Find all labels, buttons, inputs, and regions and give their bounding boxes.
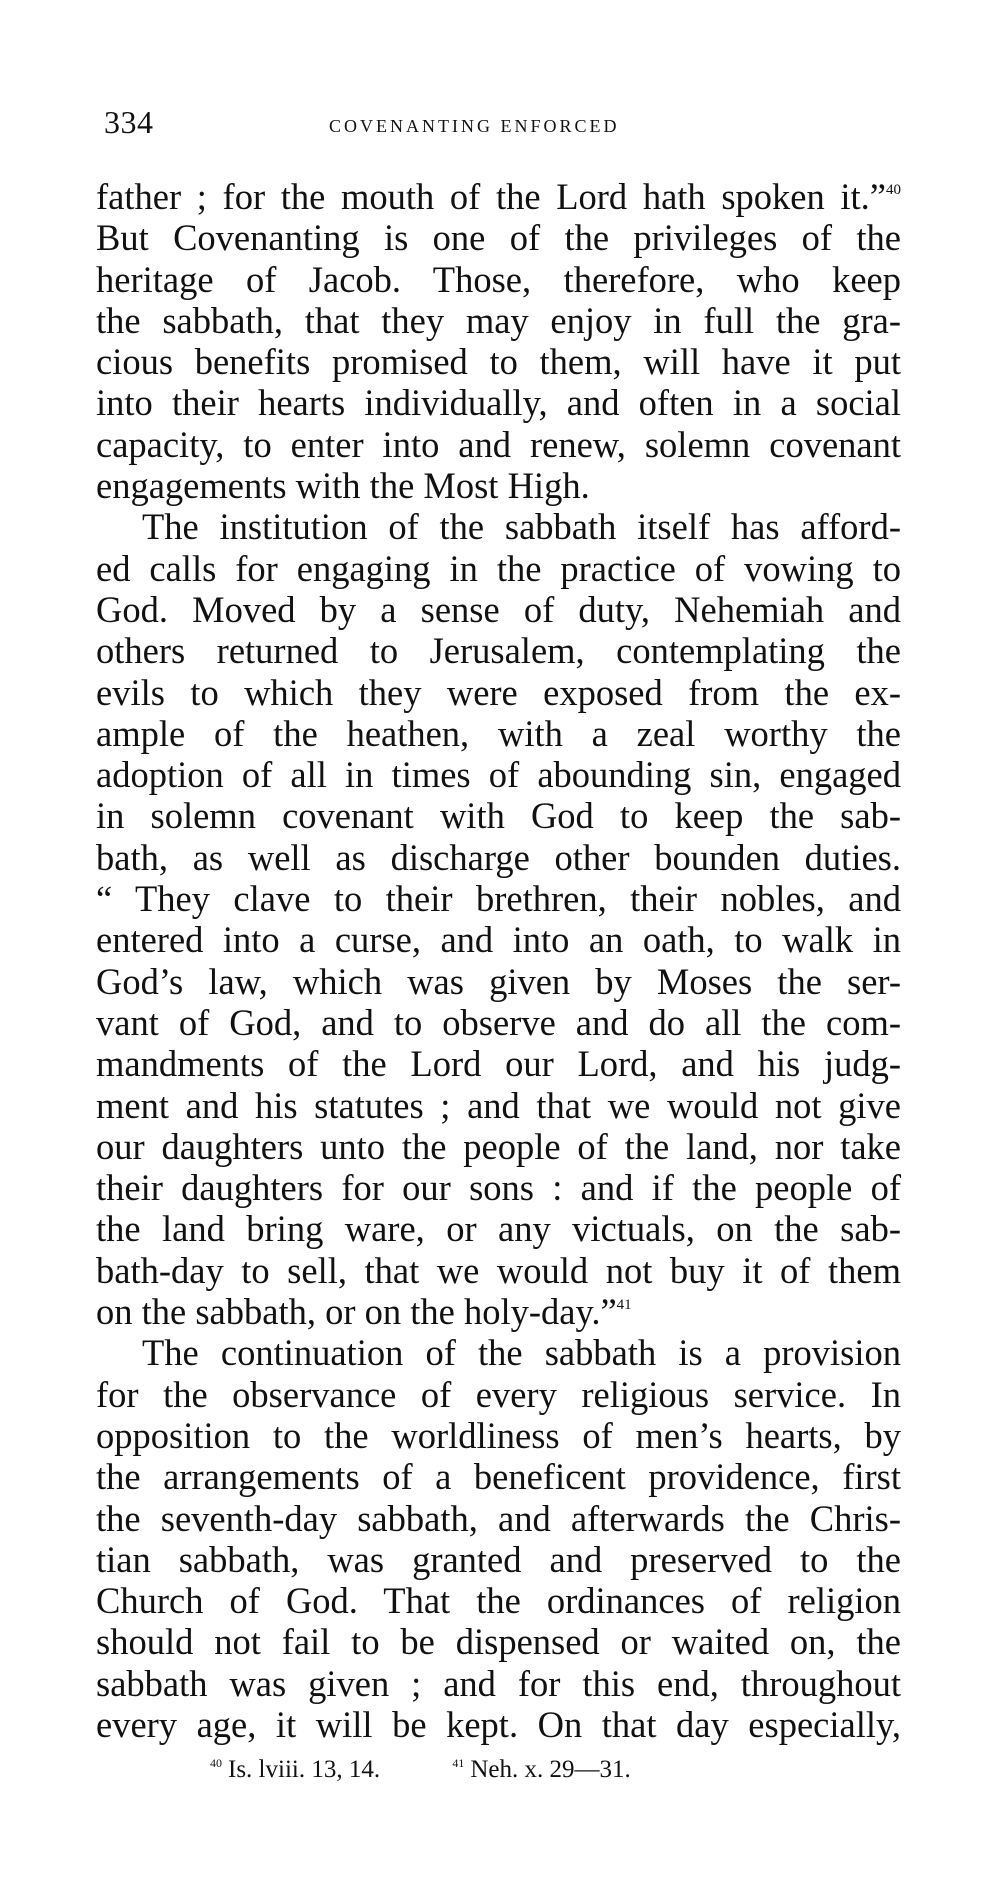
footnote-mark: 41	[452, 1756, 465, 1770]
text-line: But Covenanting is one of the privileges of the	[96, 217, 901, 259]
footnote	[210, 1756, 380, 1784]
text-line: God. Moved by a sense of duty, Nehemiah and	[96, 588, 901, 630]
footnotes	[210, 1756, 830, 1784]
running-title: COVENANTING ENFORCED	[329, 116, 620, 136]
text-line: engagements with the Most High.	[96, 465, 590, 507]
text-line: adoption of all in times of abounding sin, engaged	[96, 754, 901, 796]
footnote-text: Neh. x. 29—31.	[470, 1756, 631, 1783]
text-line: The institution of the sabbath itself has afford-	[142, 506, 901, 548]
text-line: bath, as well as discharge other bounden duties.	[96, 836, 901, 878]
footnote-ref: 41	[616, 1297, 632, 1314]
footnote-mark: 40	[210, 1756, 222, 1770]
text-line: cious benefits promised to them, will have it put	[96, 341, 901, 383]
text-line: the land bring ware, or any victuals, on the sab-	[96, 1208, 901, 1250]
footnote	[452, 1756, 630, 1784]
text-line: in solemn covenant with God to keep the sab-	[96, 795, 901, 837]
text-line: the seventh-day sabbath, and afterwards the Chris-	[96, 1497, 901, 1539]
text-line: the arrangements of a beneficent providence, first	[96, 1456, 901, 1498]
text-line: father ; for the mouth of the Lord hath spoken it.”$^{40}$	[96, 176, 901, 217]
running-head	[104, 104, 904, 148]
text-line: their daughters for our sons : and if the people of	[96, 1167, 901, 1209]
text-line: evils to which they were exposed from the ex-	[96, 671, 901, 713]
text-line: should not fail to be dispensed or waited on, the	[96, 1621, 901, 1663]
text-line: ed calls for engaging in the practice of vowing to	[96, 547, 901, 589]
text-line: Church of God. That the ordinances of religion	[96, 1580, 901, 1622]
text-line: mandments of the Lord our Lord, and his judg-	[96, 1043, 901, 1085]
body-text	[96, 176, 901, 1745]
text-line: into their hearts individually, and often in a social	[96, 382, 901, 424]
text-line: opposition to the worldliness of men’s hearts, by	[96, 1414, 901, 1456]
text-line: on the sabbath, or on the holy-day.”$^{41}$	[96, 1291, 632, 1333]
text-line: vant of God, and to observe and do all the com-	[96, 1001, 901, 1043]
text-line: the sabbath, that they may enjoy in full the gra-	[96, 299, 901, 341]
text-line: “ They clave to their brethren, their nobles, and	[96, 878, 901, 920]
text-line: bath-day to sell, that we would not buy it of them	[96, 1249, 901, 1291]
text-line: others returned to Jerusalem, contemplating the	[96, 630, 901, 672]
text-line: every age, it will be kept. On that day especially,	[96, 1703, 901, 1745]
text-line: entered into a curse, and into an oath, to walk in	[96, 919, 901, 961]
text-line: sabbath was given ; and for this end, throughout	[96, 1662, 901, 1704]
footnote-text: Is. lviii. 13, 14.	[228, 1756, 381, 1783]
text-line: God’s law, which was given by Moses the ser-	[96, 960, 901, 1002]
footnote-ref: 40	[886, 182, 901, 198]
text-line: The continuation of the sabbath is a provision	[142, 1332, 901, 1374]
text-line: ample of the heathen, with a zeal worthy the	[96, 712, 901, 754]
text-line: ment and his statutes ; and that we would not give	[96, 1084, 901, 1126]
text-line: heritage of Jacob. Those, therefore, who keep	[96, 258, 901, 300]
text-line: for the observance of every religious service. In	[96, 1373, 901, 1415]
page-number: 334	[104, 104, 154, 140]
text-line: tian sabbath, was granted and preserved to the	[96, 1538, 901, 1580]
text-line: capacity, to enter into and renew, solemn covenant	[96, 423, 901, 465]
text-line: our daughters unto the people of the land, nor take	[96, 1125, 901, 1167]
